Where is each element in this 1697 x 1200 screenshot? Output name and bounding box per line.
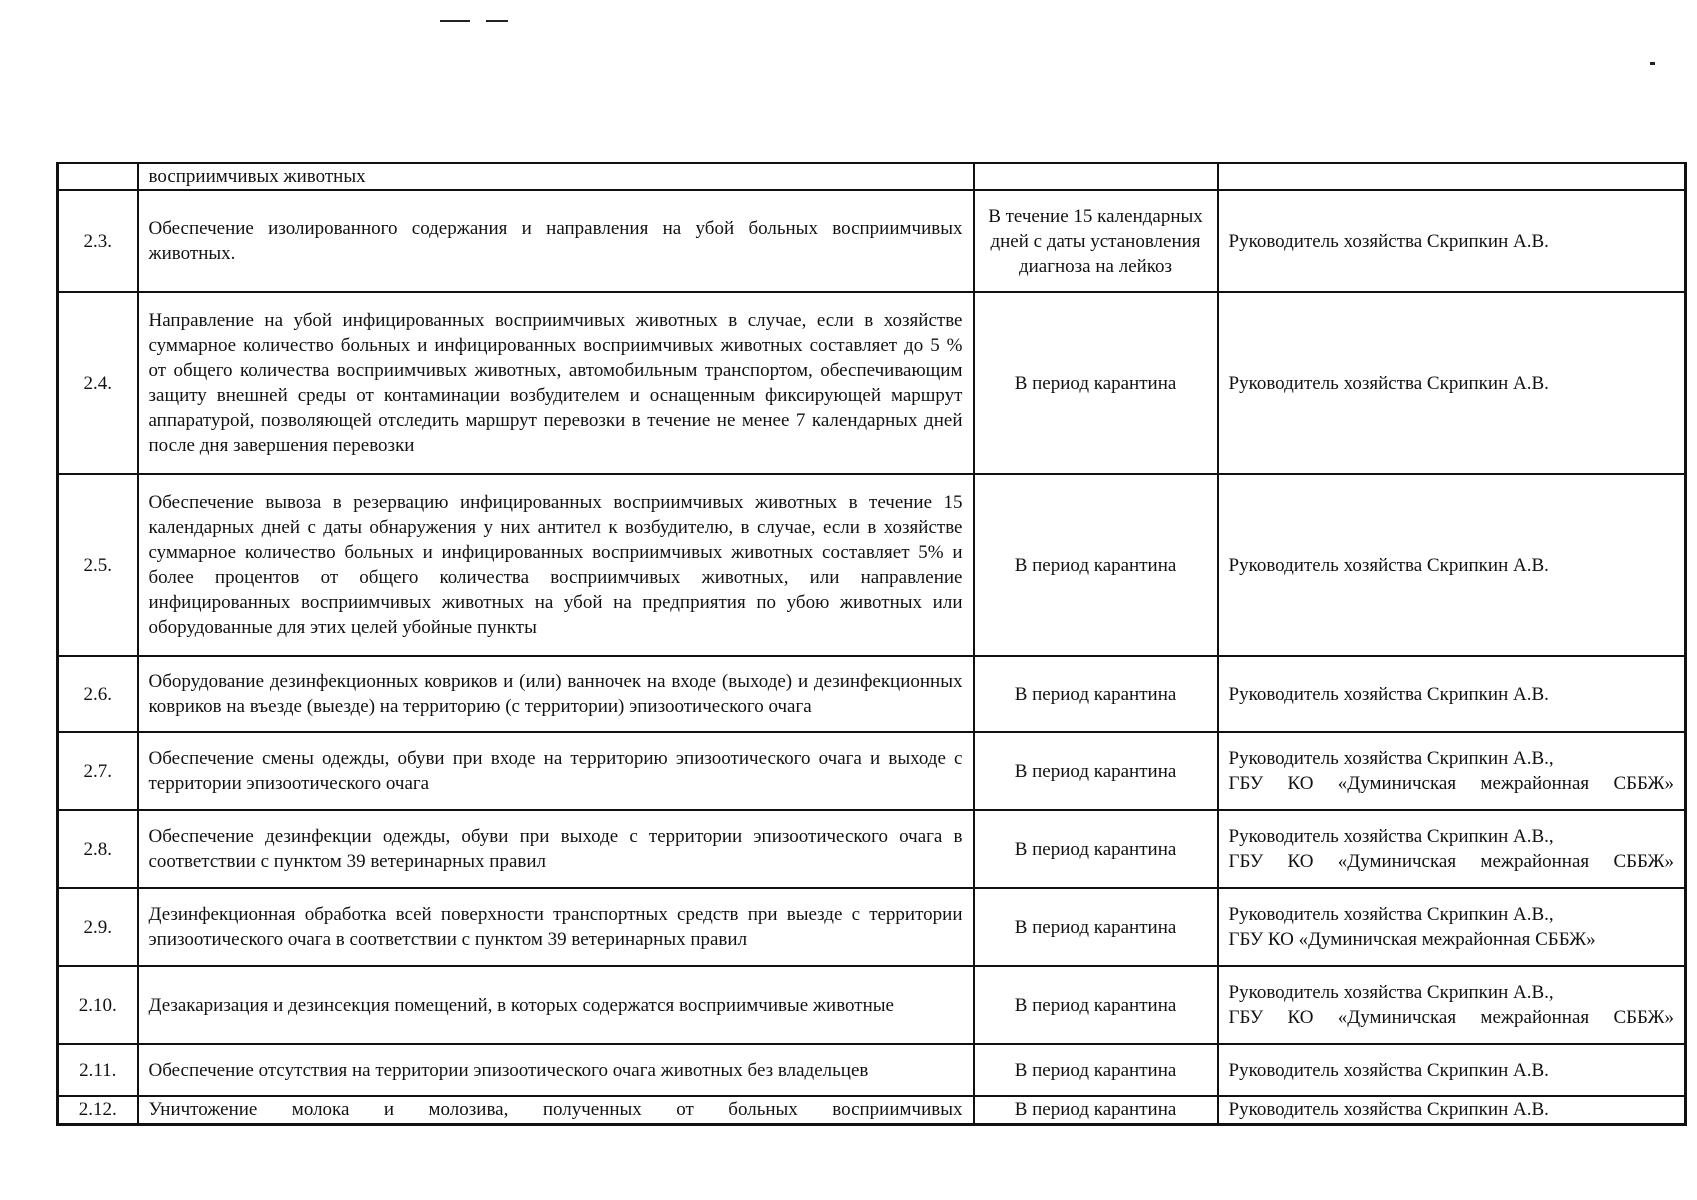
row-action: Уничтожение молока и молозива, полученных от больных восприимчивых: [138, 1096, 974, 1124]
table-row: [58, 810, 1686, 888]
table-row: [58, 474, 1686, 656]
row-responsible: [1218, 810, 1686, 888]
row-action: Обеспечение дезинфекции одежды, обуви при выходе с территории эпизоотического очага в соответствии с пунктом 39 ветеринарных правил: [138, 810, 974, 888]
responsible-name: Руководитель хозяйства Скрипкин А.В.: [1228, 1099, 1549, 1121]
responsible-organization: ГБУ КО «Думиничская межрайонная СББЖ»: [1228, 1007, 1674, 1028]
row-number: 2.7.: [58, 732, 138, 810]
row-action: Направление на убой инфицированных восприимчивых животных в случае, если в хозяйстве суммарное количество больных и инфицированных восприимчивых животных составляет до 5 % от общего количества восприимчивых животных, автомобильным транспортом, обеспечивающим защиту внешней среды от контаминации возбудителем и оснащенным фиксирующей маршрут аппаратурой, позволяющей отследить маршрут перевозки в течение не менее 7 календарных дней после дня завершения перевозки: [138, 292, 974, 474]
row-responsible: [1218, 732, 1686, 810]
row-term: В период карантина: [974, 888, 1218, 966]
responsible-name: Руководитель хозяйства Скрипкин А.В.,: [1228, 904, 1554, 925]
table-row: [58, 732, 1686, 810]
row-number: 2.10.: [58, 966, 138, 1044]
row-action: Оборудование дезинфекционных ковриков и (или) ванночек на входе (выходе) и дезинфекционных ковриков на въезде (выезде) на территорию (с территории) эпизоотического очага: [138, 656, 974, 732]
measures-table: [56, 162, 1687, 1126]
row-number: 2.12.: [58, 1096, 138, 1124]
scan-artifact-top: [440, 20, 470, 22]
row-number: 2.4.: [58, 292, 138, 474]
row-responsible: [1218, 163, 1686, 190]
table-row: [58, 190, 1686, 292]
row-responsible: [1218, 656, 1686, 732]
responsible-organization: ГБУ КО «Думиничская межрайонная СББЖ»: [1228, 773, 1674, 794]
row-responsible: [1218, 190, 1686, 292]
row-number: [58, 163, 138, 190]
row-action: Обеспечение смены одежды, обуви при входе на территорию эпизоотического очага и выходе с территории эпизоотического очага: [138, 732, 974, 810]
responsible-name: Руководитель хозяйства Скрипкин А.В.: [1228, 372, 1549, 394]
row-term: В период карантина: [974, 732, 1218, 810]
row-responsible: [1218, 292, 1686, 474]
row-term: В период карантина: [974, 1096, 1218, 1124]
scan-artifact-top-2: [486, 20, 508, 22]
row-number: 2.9.: [58, 888, 138, 966]
row-action: Дезинфекционная обработка всей поверхности транспортных средств при выезде с территории эпизоотического очага в соответствии с пунктом 39 ветеринарных правил: [138, 888, 974, 966]
row-number: 2.8.: [58, 810, 138, 888]
row-term: В период карантина: [974, 810, 1218, 888]
row-term: В период карантина: [974, 656, 1218, 732]
row-responsible: [1218, 888, 1686, 966]
table-row: [58, 966, 1686, 1044]
table-row: [58, 1044, 1686, 1096]
row-term: В период карантина: [974, 474, 1218, 656]
table-row: [58, 1096, 1686, 1124]
responsible-name: Руководитель хозяйства Скрипкин А.В.,: [1228, 982, 1554, 1003]
row-action: Обеспечение вывоза в резервацию инфицированных восприимчивых животных в течение 15 календарных дней с даты обнаружения у них антител к возбудителю, в случае, если в хозяйстве суммарное количество больных и инфицированных восприимчивых животных составляет 5% и более процентов от общего количества восприимчивых животных, или направление инфицированных восприимчивых животных на убой на предприятия по убою животных или оборудованные для этих целей убойные пункты: [138, 474, 974, 656]
table-row: [58, 292, 1686, 474]
row-term: В период карантина: [974, 1044, 1218, 1096]
responsible-name: Руководитель хозяйства Скрипкин А.В.: [1228, 554, 1549, 576]
scan-artifact-right: [1650, 62, 1655, 65]
row-term: В период карантина: [974, 966, 1218, 1044]
row-term: [974, 163, 1218, 190]
row-responsible: [1218, 966, 1686, 1044]
row-term: В течение 15 календарных дней с даты установления диагноза на лейкоз: [974, 190, 1218, 292]
responsible-organization: ГБУ КО «Думиничская межрайонная СББЖ»: [1228, 851, 1674, 872]
table-row: [58, 656, 1686, 732]
row-responsible: [1218, 474, 1686, 656]
row-term: В период карантина: [974, 292, 1218, 474]
row-action: Обеспечение отсутствия на территории эпизоотического очага животных без владельцев: [138, 1044, 974, 1096]
row-responsible: [1218, 1044, 1686, 1096]
responsible-organization: ГБУ КО «Думиничская межрайонная СББЖ»: [1228, 929, 1596, 950]
table-row-continued: [58, 163, 1686, 190]
responsible-name: Руководитель хозяйства Скрипкин А.В.,: [1228, 748, 1554, 769]
responsible-name: Руководитель хозяйства Скрипкин А.В.,: [1228, 826, 1554, 847]
row-action: Обеспечение изолированного содержания и направления на убой больных восприимчивых животных.: [138, 190, 974, 292]
row-action: Дезакаризация и дезинсекция помещений, в которых содержатся восприимчивые животные: [138, 966, 974, 1044]
responsible-name: Руководитель хозяйства Скрипкин А.В.: [1228, 230, 1549, 252]
row-action: восприимчивых животных: [138, 163, 974, 190]
responsible-name: Руководитель хозяйства Скрипкин А.В.: [1228, 1059, 1549, 1081]
table-row: [58, 888, 1686, 966]
row-number: 2.3.: [58, 190, 138, 292]
row-number: 2.6.: [58, 656, 138, 732]
row-number: 2.11.: [58, 1044, 138, 1096]
responsible-name: Руководитель хозяйства Скрипкин А.В.: [1228, 683, 1549, 705]
row-responsible: [1218, 1096, 1686, 1124]
row-number: 2.5.: [58, 474, 138, 656]
